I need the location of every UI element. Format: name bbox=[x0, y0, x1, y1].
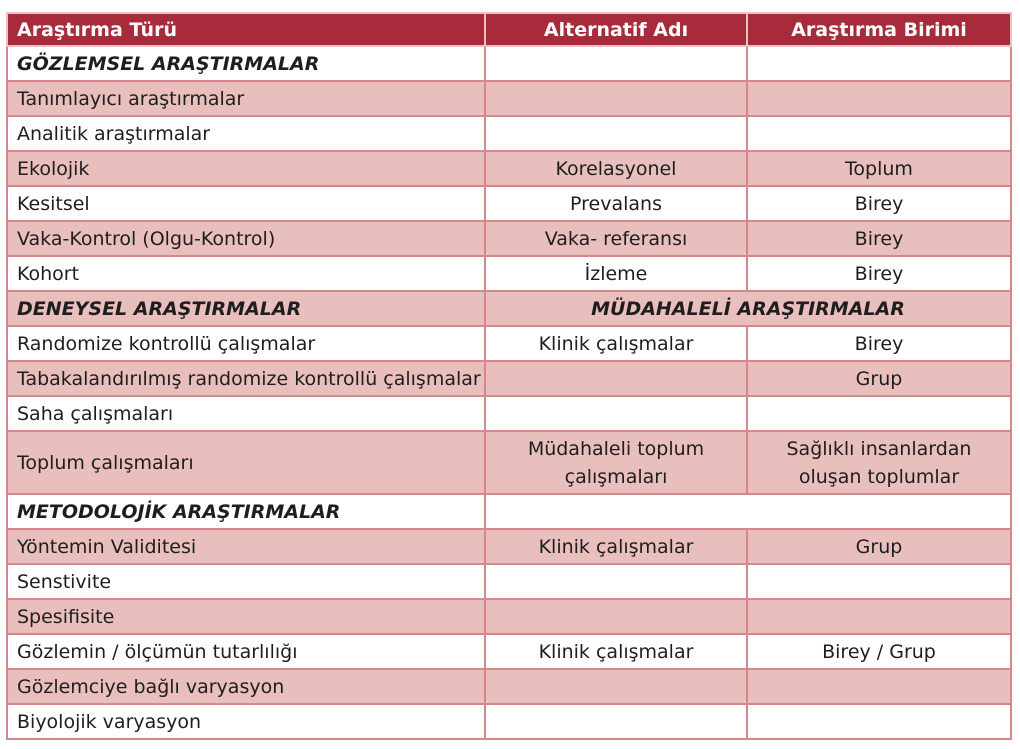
section-methodological: METODOLOJİK ARAŞTIRMALAR bbox=[7, 494, 485, 529]
table-row bbox=[7, 46, 1011, 81]
cell-merged-empty bbox=[485, 494, 1011, 529]
cell-unit bbox=[747, 564, 1011, 599]
cell-unit bbox=[747, 81, 1011, 116]
cell-type: Kohort bbox=[7, 256, 485, 291]
cell-unit bbox=[747, 46, 1011, 81]
table-row bbox=[7, 151, 1011, 186]
cell-alt-name bbox=[485, 116, 747, 151]
cell-type: Tabakalandırılmış randomize kontrollü çalışmalar bbox=[7, 361, 485, 396]
cell-type: Vaka-Kontrol (Olgu-Kontrol) bbox=[7, 221, 485, 256]
cell-alt-name bbox=[485, 396, 747, 431]
table-row bbox=[7, 186, 1011, 221]
cell-unit bbox=[747, 669, 1011, 704]
section-interventional: MÜDAHALELİ ARAŞTIRMALAR bbox=[485, 291, 1011, 326]
cell-alt-name: Müdahaleli toplum çalışmaları bbox=[485, 431, 747, 494]
table-body bbox=[7, 46, 1011, 739]
cell-alt-name: Klinik çalışmalar bbox=[485, 634, 747, 669]
cell-alt-name bbox=[485, 46, 747, 81]
table-row bbox=[7, 704, 1011, 739]
header-row bbox=[7, 13, 1011, 46]
cell-type: Ekolojik bbox=[7, 151, 485, 186]
cell-type: Biyolojik varyasyon bbox=[7, 704, 485, 739]
table-row bbox=[7, 431, 1011, 494]
cell-type: Randomize kontrollü çalışmalar bbox=[7, 326, 485, 361]
cell-alt-name bbox=[485, 669, 747, 704]
cell-alt-name: Vaka- referansı bbox=[485, 221, 747, 256]
table-row bbox=[7, 564, 1011, 599]
cell-alt-name bbox=[485, 704, 747, 739]
cell-alt-name bbox=[485, 564, 747, 599]
table-row bbox=[7, 669, 1011, 704]
table-row bbox=[7, 116, 1011, 151]
table-row bbox=[7, 396, 1011, 431]
cell-unit: Birey bbox=[747, 326, 1011, 361]
table-row bbox=[7, 291, 1011, 326]
cell-unit: Grup bbox=[747, 529, 1011, 564]
cell-alt-name bbox=[485, 599, 747, 634]
cell-unit bbox=[747, 704, 1011, 739]
header-alternative-name: Alternatif Adı bbox=[485, 13, 747, 46]
table-row bbox=[7, 81, 1011, 116]
header-research-type: Araştırma Türü bbox=[7, 13, 485, 46]
cell-unit bbox=[747, 599, 1011, 634]
cell-alt-name: Prevalans bbox=[485, 186, 747, 221]
cell-unit: Birey bbox=[747, 221, 1011, 256]
cell-unit: Toplum bbox=[747, 151, 1011, 186]
cell-type: Analitik araştırmalar bbox=[7, 116, 485, 151]
cell-type: Saha çalışmaları bbox=[7, 396, 485, 431]
research-types-table bbox=[6, 12, 1012, 740]
research-types-table-container bbox=[6, 12, 1010, 740]
cell-unit: Birey bbox=[747, 186, 1011, 221]
table-row bbox=[7, 529, 1011, 564]
table-row bbox=[7, 599, 1011, 634]
cell-type: Spesifisite bbox=[7, 599, 485, 634]
cell-unit: Birey bbox=[747, 256, 1011, 291]
cell-alt-name: Korelasyonel bbox=[485, 151, 747, 186]
cell-unit: Grup bbox=[747, 361, 1011, 396]
cell-alt-name: Klinik çalışmalar bbox=[485, 529, 747, 564]
cell-type: Senstivite bbox=[7, 564, 485, 599]
cell-unit bbox=[747, 396, 1011, 431]
cell-type: Tanımlayıcı araştırmalar bbox=[7, 81, 485, 116]
cell-alt-name bbox=[485, 361, 747, 396]
cell-type: Toplum çalışmaları bbox=[7, 431, 485, 494]
cell-unit: Birey / Grup bbox=[747, 634, 1011, 669]
cell-unit: Sağlıklı insanlardan oluşan toplumlar bbox=[747, 431, 1011, 494]
cell-alt-name bbox=[485, 81, 747, 116]
cell-alt-name: İzleme bbox=[485, 256, 747, 291]
table-row bbox=[7, 494, 1011, 529]
table-row bbox=[7, 634, 1011, 669]
header-research-unit: Araştırma Birimi bbox=[747, 13, 1011, 46]
table-header bbox=[7, 13, 1011, 46]
section-experimental: DENEYSEL ARAŞTIRMALAR bbox=[7, 291, 485, 326]
cell-type: Gözlemciye bağlı varyasyon bbox=[7, 669, 485, 704]
table-row bbox=[7, 256, 1011, 291]
table-row bbox=[7, 326, 1011, 361]
cell-unit bbox=[747, 116, 1011, 151]
cell-type: Gözlemin / ölçümün tutarlılığı bbox=[7, 634, 485, 669]
section-observational: GÖZLEMSEL ARAŞTIRMALAR bbox=[7, 46, 485, 81]
table-row bbox=[7, 361, 1011, 396]
table-row bbox=[7, 221, 1011, 256]
cell-type: Kesitsel bbox=[7, 186, 485, 221]
cell-alt-name: Klinik çalışmalar bbox=[485, 326, 747, 361]
cell-type: Yöntemin Validitesi bbox=[7, 529, 485, 564]
